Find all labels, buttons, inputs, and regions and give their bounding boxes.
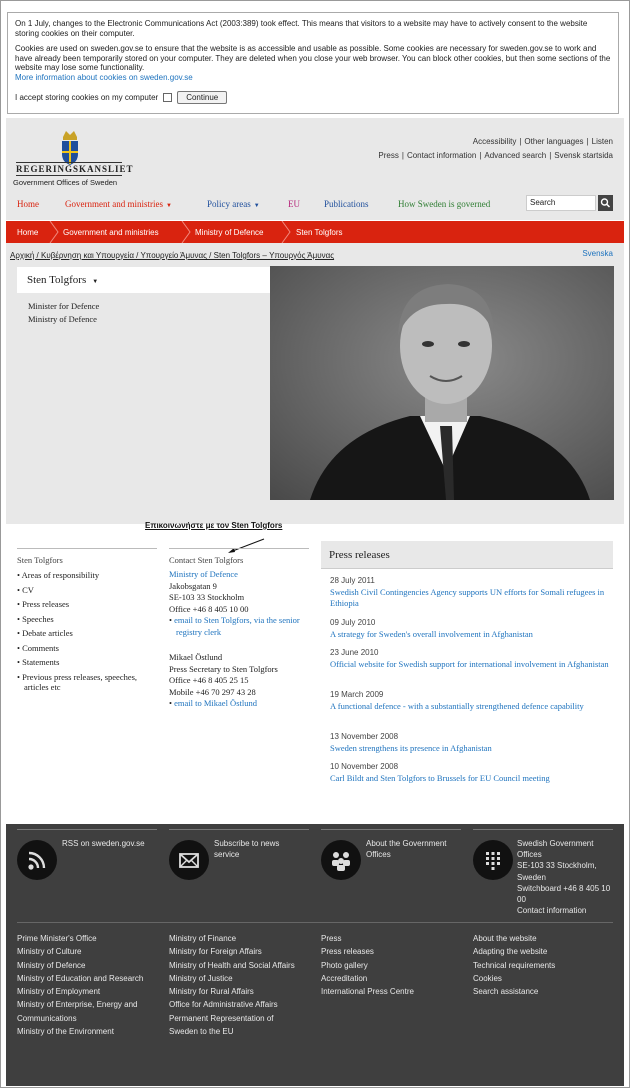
press-link[interactable]: Press (378, 151, 399, 160)
footer-link[interactable]: Ministry of the Environment (17, 1027, 114, 1037)
footer-link[interactable]: Ministry of Enterprise, Energy and Communications (17, 1000, 138, 1023)
continue-button[interactable]: Continue (177, 91, 227, 104)
nav-policy-label: Policy areas (207, 199, 251, 209)
footer-link[interactable]: Photo gallery (321, 960, 368, 970)
nav-publications[interactable]: Publications (324, 199, 369, 209)
people-icon[interactable] (321, 840, 361, 880)
press-item-date: 09 July 2010 (330, 618, 376, 627)
portrait-photo (270, 266, 614, 500)
footer-rule (321, 829, 461, 830)
press-secretary-office: Office +46 8 405 25 15 (169, 675, 249, 686)
contact-address-2: SE-103 33 Stockholm (169, 592, 245, 603)
svenska-link[interactable]: Svenska (582, 249, 613, 258)
search-icon (598, 195, 613, 211)
footer-link[interactable]: Ministry of Defence (17, 960, 86, 970)
menu-cv[interactable]: • CV (17, 585, 157, 595)
footer-link[interactable]: Ministry of Employment (17, 987, 101, 997)
cookie-accept-label: I accept storing cookies on my computer (15, 92, 159, 102)
footer-link[interactable]: Office for Administrative Affairs (169, 1000, 278, 1010)
logo-name[interactable]: REGERINGSKANSLIET (16, 164, 134, 174)
phone-keypad-icon[interactable] (473, 840, 513, 880)
cookie-text-1: On 1 July, changes to the Electronic Communications Act (2003:389) took effect. This means that visitors to a website may have to actively consent to the website storing cookies on their computer. (15, 19, 588, 38)
footer-ministries-col-1 (17, 932, 162, 1038)
footer-link[interactable]: Ministry of Culture (17, 947, 82, 957)
menu-areas-of-responsibility[interactable]: • Areas of responsibility (17, 570, 157, 580)
cookie-text-2: Cookies are used on sweden.gov.se to ensure that the website is as accessible and usable as possible. Some cookies are necessary for sweden.gov.se to work and have already been temporarily stored on your computer. They are deleted when you close your web browser. You can block other cookies, but then some sections of the website may lose some functionality. (15, 44, 611, 72)
press-item-date: 10 November 2008 (330, 762, 399, 771)
profile-menu (17, 570, 157, 696)
breadcrumb-government[interactable]: Government and ministries (63, 228, 159, 237)
contact-ministry-link[interactable]: Ministry of Defence (169, 569, 238, 579)
contact-address-1: Jakobsgatan 9 (169, 580, 217, 591)
svensk-startsida-link[interactable]: Svensk startsida (554, 151, 613, 160)
nav-government-label: Government and ministries (65, 199, 163, 209)
footer-press-col (321, 932, 461, 998)
footer-contact-link[interactable]: Contact information (517, 906, 587, 916)
cookie-more-link[interactable]: More information about cookies on sweden.gov.se (15, 72, 193, 82)
press-secretary-mobile: Mobile +46 70 297 43 28 (169, 686, 256, 697)
rss-icon[interactable] (17, 840, 57, 880)
press-secretary-role: Press Secretary to Sten Tolgfors (169, 663, 278, 674)
breadcrumb-separator-icon (48, 221, 60, 243)
footer-contact-switchboard: Switchboard +46 8 405 10 00 (517, 883, 611, 905)
person-selector[interactable] (17, 267, 270, 293)
contact-office-phone: Office +46 8 405 10 00 (169, 603, 249, 614)
rss-link[interactable]: RSS on sweden.gov.se (62, 839, 145, 848)
contact-information-link[interactable]: Contact information (406, 151, 477, 160)
breadcrumb-separator-icon (180, 221, 192, 243)
press-item-date: 13 November 2008 (330, 732, 399, 741)
footer-link[interactable]: Ministry for Foreign Affairs (169, 947, 262, 957)
press-item (330, 648, 614, 670)
breadcrumb-home[interactable]: Home (17, 228, 39, 237)
footer-link[interactable]: Search assistance (473, 987, 539, 997)
envelope-icon[interactable] (169, 840, 209, 880)
press-secretary-block (169, 652, 309, 710)
top-links-row-1: Accessibility | Other languages | Listen (472, 137, 613, 146)
nav-eu[interactable]: EU (288, 199, 300, 209)
search-input[interactable]: Search (526, 195, 596, 211)
press-item (330, 618, 614, 640)
footer-link[interactable]: Ministry of Finance (169, 934, 237, 943)
breadcrumb-current: Sten Tolgfors (296, 228, 343, 237)
person-role: Minister for Defence (28, 301, 100, 311)
chevron-down-icon: ▼ (253, 203, 260, 209)
footer-link[interactable]: Cookies (473, 973, 502, 983)
footer-link[interactable]: Permanent Representation of Sweden to the EU (169, 1013, 274, 1037)
footer-rule (169, 829, 309, 830)
footer-link[interactable]: About the website (473, 934, 537, 943)
contact-heading: Contact Sten Tolgfors (169, 548, 309, 565)
footer-link[interactable]: Press (321, 934, 342, 943)
breadcrumb-defence[interactable]: Ministry of Defence (195, 228, 264, 237)
translated-breadcrumb: Αρχική / Κυβέρνηση και Υπουργεία / Υπουργείο Άμυνας / Sten Tolgfors – Υπουργός Άμυνας (10, 251, 335, 260)
nav-home[interactable]: Home (17, 199, 39, 209)
person-ministry: Ministry of Defence (28, 314, 97, 324)
accessibility-link[interactable]: Accessibility (472, 137, 517, 146)
press-item-link[interactable]: A strategy for Sweden's overall involvement in Afghanistan (330, 629, 533, 639)
press-item (330, 732, 614, 754)
footer-link[interactable]: Ministry of Health and Social Affairs (169, 960, 295, 970)
menu-press-releases[interactable]: • Press releases (17, 599, 157, 609)
breadcrumb (6, 221, 624, 243)
top-links-row-2: Press | Contact information | Advanced search | Svensk startsida (378, 151, 613, 160)
nav-government[interactable] (65, 199, 172, 209)
press-item (330, 690, 614, 712)
press-item-date: 19 March 2009 (330, 690, 384, 699)
listen-link[interactable]: Listen (591, 137, 613, 146)
press-item (330, 576, 614, 609)
subscribe-link[interactable]: Subscribe to news service (214, 839, 280, 860)
menu-previous[interactable]: • Previous press releases, speeches, articles etc (17, 672, 157, 692)
chevron-down-icon: ▼ (165, 203, 172, 209)
footer-contact-title: Swedish Government Offices (517, 839, 594, 860)
crown-shield-icon (58, 128, 82, 166)
breadcrumb-separator-icon (280, 221, 292, 243)
footer-contact-address: SE-103 33 Stockholm, Sweden (517, 861, 597, 882)
logo-rule-top (16, 162, 122, 163)
press-secretary-email-label: email to Mikael Östlund (174, 698, 257, 709)
person-name: Sten Tolgfors (27, 274, 87, 286)
footer-link[interactable]: Accreditation (321, 973, 368, 983)
press-item-date: 28 July 2011 (330, 576, 375, 585)
press-item-link[interactable]: Carl Bildt and Sten Tolgfors to Brussels for EU Council meeting (330, 773, 550, 783)
footer-link[interactable]: International Press Centre (321, 987, 414, 997)
press-item-date: 23 June 2010 (330, 648, 379, 657)
footer-ministries-col-2 (169, 932, 304, 1038)
left-column-heading: Sten Tolgfors (17, 548, 157, 565)
footer-link[interactable]: Prime Minister's Office (17, 934, 97, 943)
footer-link[interactable]: Technical requirements (473, 960, 556, 970)
annotation-note: Επικοινωνήστε με τον Sten Tolgfors (145, 521, 283, 530)
contact-email-registry-link[interactable]: • email to Sten Tolgfors, via the senior registry clerk (169, 615, 300, 637)
footer-contact-block (517, 838, 613, 916)
about-government-link[interactable]: About the Government Offices (366, 839, 447, 860)
footer-link[interactable]: Ministry of Education and Research (17, 973, 144, 983)
advanced-search-link[interactable]: Advanced search (484, 151, 547, 160)
footer-link[interactable]: Ministry of Justice (169, 973, 233, 983)
press-secretary-name: Mikael Östlund (169, 652, 223, 662)
cookie-accept-checkbox[interactable] (163, 93, 172, 102)
site-footer (6, 824, 624, 1086)
menu-statements[interactable]: • Statements (17, 657, 157, 667)
search-button[interactable] (598, 195, 613, 211)
press-item-link[interactable]: Sweden strengthens its presence in Afghanistan (330, 743, 492, 753)
nav-policy-areas[interactable] (207, 199, 260, 209)
chevron-down-icon: ▼ (92, 279, 99, 285)
press-item-link[interactable]: Official website for Swedish support for international involvement in Afghanistan (330, 659, 609, 669)
cookie-notice (7, 12, 619, 114)
footer-website-col (473, 932, 613, 998)
footer-link[interactable]: Press releases (321, 947, 374, 957)
press-secretary-email-link[interactable]: • email to Mikael Östlund (169, 698, 257, 709)
press-item-link[interactable]: Swedish Civil Contingencies Agency supports UN efforts for Somali refugees in Ethiopia (330, 587, 605, 608)
footer-divider (17, 922, 613, 923)
menu-speeches[interactable]: • Speeches (17, 614, 157, 624)
logo-subtitle: Government Offices of Sweden (13, 178, 118, 187)
logo-rule-bottom (16, 175, 122, 176)
contact-block (169, 569, 309, 639)
press-item (330, 762, 614, 784)
footer-link[interactable]: Adapting the website (473, 947, 548, 957)
main-nav (6, 190, 624, 220)
footer-link[interactable]: Ministry for Rural Affairs (169, 987, 254, 997)
cookie-accept-row (15, 91, 227, 104)
footer-rule (473, 829, 613, 830)
press-releases-heading: Press releases (321, 541, 613, 569)
other-languages-link[interactable]: Other languages (524, 137, 584, 146)
menu-debate-articles[interactable]: • Debate articles (17, 628, 157, 638)
profile-section (6, 243, 624, 524)
nav-how-governed[interactable]: How Sweden is governed (398, 199, 491, 209)
footer-rule (17, 829, 157, 830)
contact-email-registry-label: email to Sten Tolgfors, via the senior registry clerk (174, 615, 300, 637)
site-header (6, 118, 624, 220)
menu-comments[interactable]: • Comments (17, 643, 157, 653)
press-item-link[interactable]: A functional defence - with a substantially strengthened defence capability (330, 701, 584, 711)
